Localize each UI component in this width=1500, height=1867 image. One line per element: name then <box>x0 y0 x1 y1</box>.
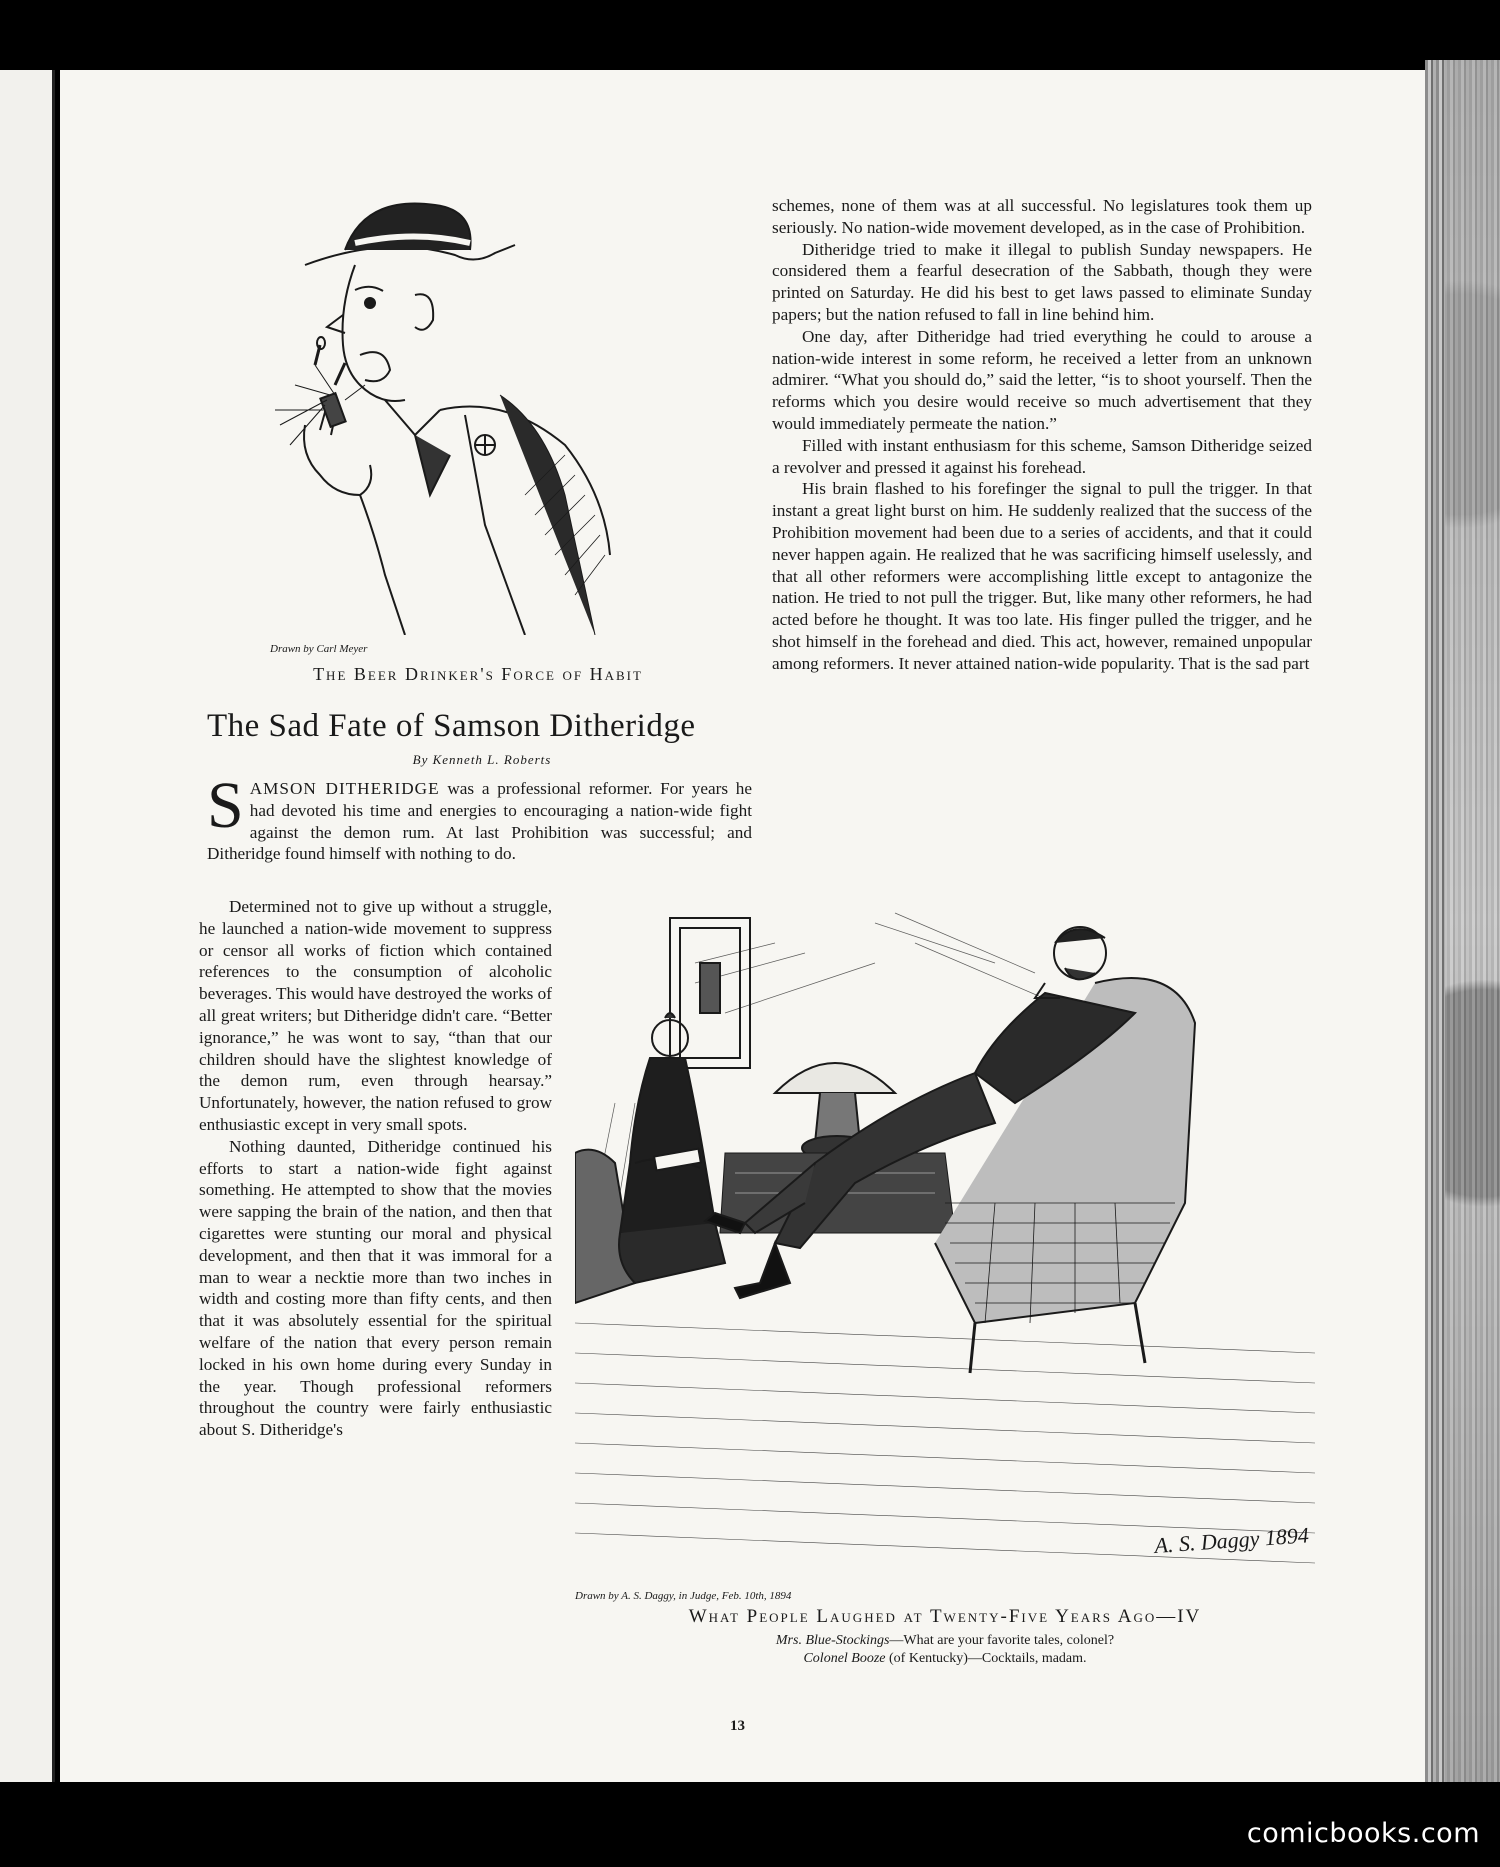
illustration-dialogue <box>575 1632 1315 1668</box>
dialogue-text: (of Kentucky)—Cocktails, madam. <box>885 1651 1087 1666</box>
paragraph: His brain flashed to his forefinger the signal to pull the trigger. In that instant a great light burst on him. He suddenly realized that the success of the Prohibition movement had been due to a series of accidents, and that it could never happen again. He realized that he was sacrificing himself uselessly, and that all other reformers were accomplishing little except to antagonize the nation. He tried to not pull the trigger. But, like many other reformers, he had acted before he thought. It was too late. His finger pulled the trigger, and he shot himself in the forehead and died. This act, however, remained unpopular among reformers. It never attained nation-wide popularity. That is the sad part <box>772 479 1312 673</box>
article-title: The Sad Fate of Samson Ditheridge <box>207 708 696 744</box>
article-byline: By Kenneth L. Roberts <box>412 752 552 767</box>
dialogue-line <box>575 1650 1315 1668</box>
artist-signature: A. S. Daggy 1894 <box>1153 1522 1310 1558</box>
paragraph: Determined not to give up without a struggle, he launched a nation-wide movement to suppress or censor all works of fiction which contained references to the consumption of alcoholic beverages. This would have destroyed the works of all great writers; but Ditheridge didn't care. “Better ignorance,” he was wont to say, “than that our children should have the slightest knowledge of the demon rum, even through hearsay.” Unfortunately, however, the nation refused to grow enthusiastic except in very small spots. <box>199 897 552 1134</box>
article-intro <box>207 769 752 865</box>
illustration-credit: Drawn by A. S. Daggy, in Judge, Feb. 10th, 1894 <box>575 1590 792 1602</box>
drop-cap: S <box>207 769 244 842</box>
facing-page-edge <box>0 70 55 1782</box>
dialogue-line <box>575 1632 1315 1650</box>
left-column <box>199 896 552 1441</box>
parlor-scene-illustration <box>575 903 1315 1588</box>
page-number: 13 <box>730 1718 745 1734</box>
paragraph: Filled with instant enthusiasm for this scheme, Samson Ditheridge seized a revolver and pressed it against his forehead. <box>772 435 1312 477</box>
intro-lead: AMSON DITHERIDGE <box>249 779 440 798</box>
intro-text: was a professional reformer. For years he had devoted his time and energies to encouraging a nation-wide fight against the demon rum. At last Prohibition was successful; and Ditheridge found himself with nothing to do. <box>207 779 752 864</box>
speaker-name: Colonel Booze <box>803 1651 886 1666</box>
beer-drinker-illustration <box>265 195 705 635</box>
paragraph: One day, after Ditheridge had tried everything he could to arouse a nation-wide interest in some reform, he received a letter from an unknown admirer. “What you should do,” said the letter, “is to shoot yourself. Then the reforms which you desire would receive so much advertisement that they would immediately permeate the nation.” <box>772 326 1312 433</box>
illustration-caption: The Beer Drinker's Force of Habit <box>313 664 643 684</box>
watermark: comicbooks.com <box>1246 1818 1480 1849</box>
book-spine-edge <box>1425 60 1500 1782</box>
paragraph: Ditheridge tried to make it illegal to publish Sunday newspapers. He considered them a fearful desecration of the Sabbath, though they were printed on Saturday. He did his best to get laws passed to eliminate Sunday papers; but the nation refused to fall in line behind him. <box>772 239 1312 324</box>
speaker-name: Mrs. Blue-Stockings <box>775 1633 890 1648</box>
paragraph: schemes, none of them was at all successful. No legislatures took them up seriously. No nation-wide movement developed, as in the case of Prohibition. <box>772 196 1312 237</box>
illustration-credit: Drawn by Carl Meyer <box>270 643 368 655</box>
illustration-caption: What People Laughed at Twenty-Five Years Ago—IV <box>688 1606 1202 1627</box>
dialogue-text: —What are your favorite tales, colonel? <box>889 1633 1115 1648</box>
right-column <box>772 195 1312 675</box>
paragraph: Nothing daunted, Ditheridge continued his efforts to start a nation-wide fight against something. He attempted to show that the movies were sapping the brain of the nation, and then that cigarettes were stunting our moral and physical development, and then that it was immoral for a man to wear a necktie more than two inches in width and costing more than fifty cents, and then that it was absolutely essential for the spiritual welfare of the nation that every person remain locked in his own home during every Sunday in the year. Though professional reformers throughout the country were fairly enthusiastic about S. Ditheridge's <box>199 1136 552 1440</box>
